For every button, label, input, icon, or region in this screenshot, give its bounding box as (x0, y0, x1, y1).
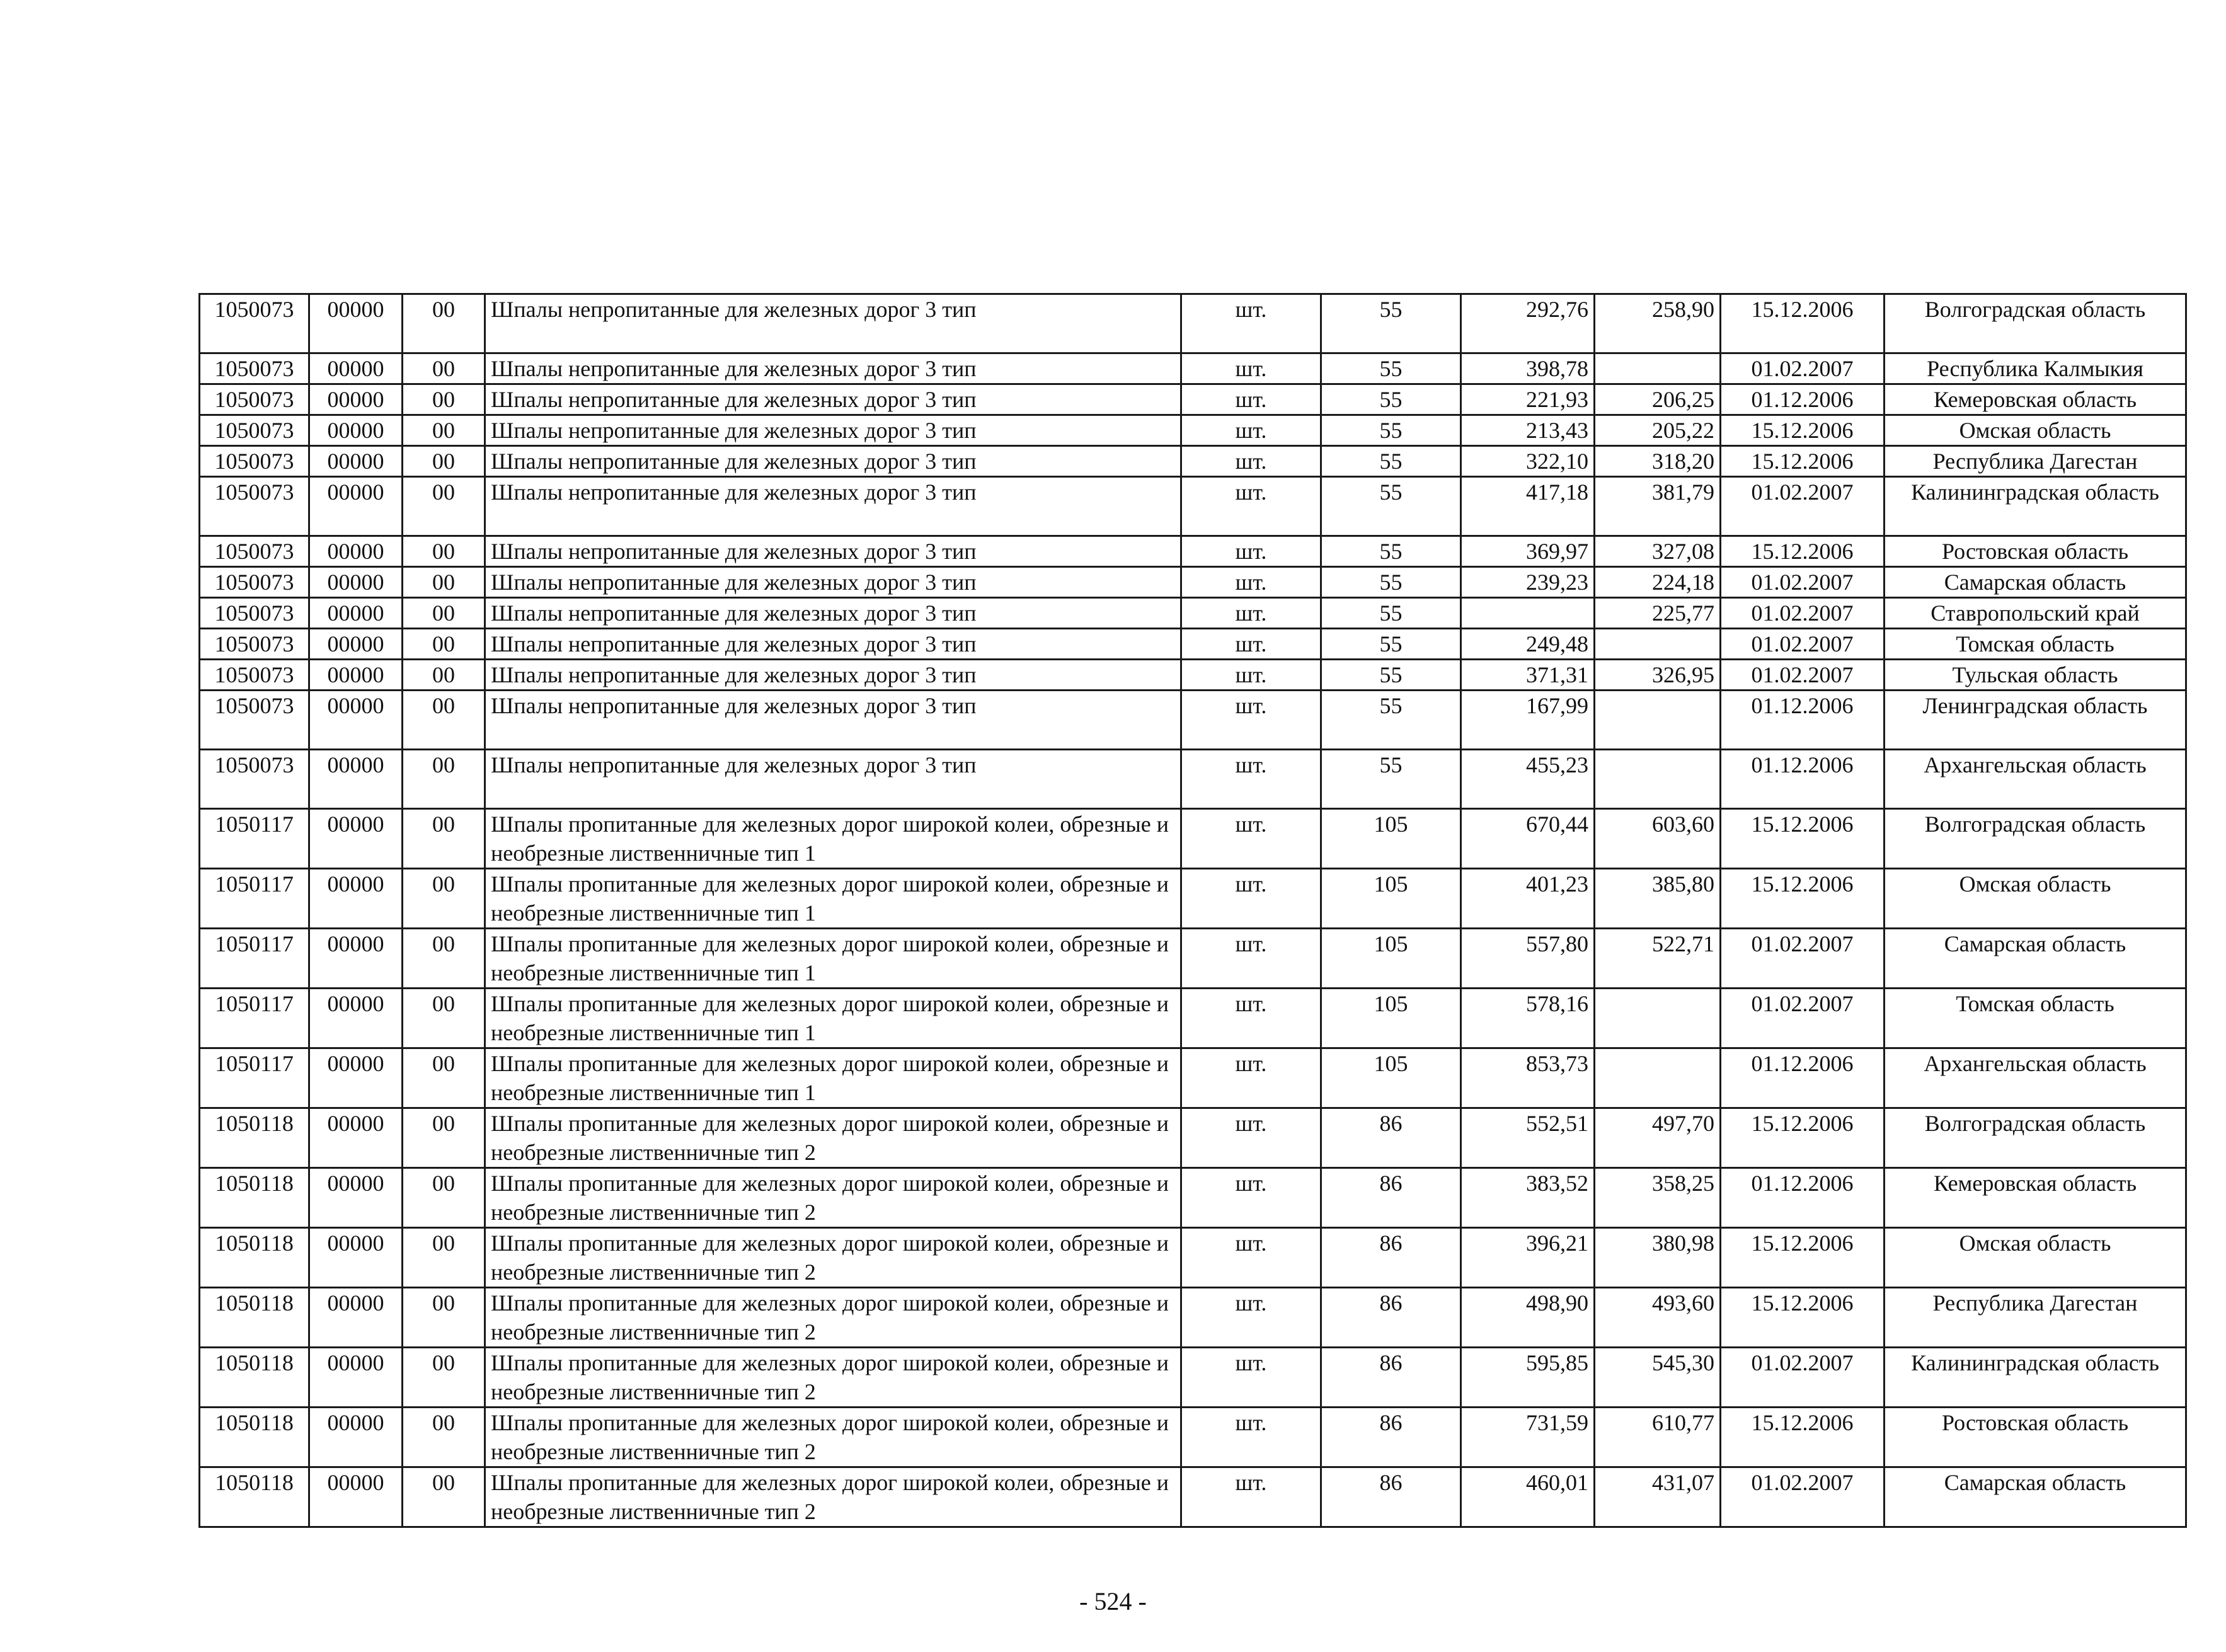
group-code-cell: 00 (403, 929, 485, 989)
product-code-cell: 1050118 (200, 1467, 309, 1527)
table-row (200, 536, 2186, 567)
date-cell: 01.02.2007 (1721, 660, 1885, 691)
unit-cell: шт. (1181, 869, 1321, 929)
unit-cell: шт. (1181, 567, 1321, 598)
subcode-cell: 00000 (309, 1168, 403, 1228)
region-cell: Республика Дагестан (1885, 446, 2186, 477)
price-cell: 249,48 (1461, 629, 1595, 660)
date-cell: 01.02.2007 (1721, 1467, 1885, 1527)
price-cell: 398,78 (1461, 353, 1595, 384)
group-code-cell: 00 (403, 629, 485, 660)
price-cell: 670,44 (1461, 809, 1595, 869)
region-cell: Самарская область (1885, 567, 2186, 598)
unit-cell: шт. (1181, 1288, 1321, 1348)
table-row (200, 929, 2186, 989)
region-cell: Томская область (1885, 989, 2186, 1048)
table-row (200, 415, 2186, 446)
group-code-cell: 00 (403, 691, 485, 750)
product-code-cell: 1050073 (200, 567, 309, 598)
region-cell: Ставропольский край (1885, 598, 2186, 629)
price-alt-cell: 522,71 (1595, 929, 1721, 989)
product-code-cell: 1050073 (200, 750, 309, 809)
unit-cell: шт. (1181, 1168, 1321, 1228)
date-cell: 01.02.2007 (1721, 929, 1885, 989)
price-alt-cell (1595, 629, 1721, 660)
product-name-cell: Шпалы непропитанные для железных дорог 3 тип (485, 415, 1181, 446)
product-name-cell: Шпалы пропитанные для железных дорог широкой колеи, обрезные и необрезные лиственничные тип 2 (485, 1228, 1181, 1288)
price-alt-cell (1595, 1048, 1721, 1108)
price-alt-cell: 205,22 (1595, 415, 1721, 446)
subcode-cell: 00000 (309, 750, 403, 809)
quantity-cell: 86 (1321, 1408, 1461, 1467)
date-cell: 01.02.2007 (1721, 567, 1885, 598)
subcode-cell: 00000 (309, 477, 403, 536)
price-cell: 401,23 (1461, 869, 1595, 929)
table-row (200, 750, 2186, 809)
date-cell: 15.12.2006 (1721, 809, 1885, 869)
group-code-cell: 00 (403, 294, 485, 353)
price-cell: 167,99 (1461, 691, 1595, 750)
price-cell: 239,23 (1461, 567, 1595, 598)
price-alt-cell: 326,95 (1595, 660, 1721, 691)
quantity-cell: 86 (1321, 1288, 1461, 1348)
table-row (200, 598, 2186, 629)
region-cell: Томская область (1885, 629, 2186, 660)
unit-cell: шт. (1181, 1467, 1321, 1527)
subcode-cell: 00000 (309, 446, 403, 477)
region-cell: Тульская область (1885, 660, 2186, 691)
quantity-cell: 105 (1321, 929, 1461, 989)
price-alt-cell (1595, 989, 1721, 1048)
price-cell: 731,59 (1461, 1408, 1595, 1467)
product-name-cell: Шпалы непропитанные для железных дорог 3 тип (485, 446, 1181, 477)
price-cell (1461, 598, 1595, 629)
product-name-cell: Шпалы пропитанные для железных дорог широкой колеи, обрезные и необрезные лиственничные тип 1 (485, 869, 1181, 929)
table-row (200, 567, 2186, 598)
product-name-cell: Шпалы непропитанные для железных дорог 3 тип (485, 691, 1181, 750)
product-code-cell: 1050118 (200, 1408, 309, 1467)
price-cell: 396,21 (1461, 1228, 1595, 1288)
product-code-cell: 1050073 (200, 446, 309, 477)
price-alt-cell: 610,77 (1595, 1408, 1721, 1467)
product-name-cell: Шпалы пропитанные для железных дорог широкой колеи, обрезные и необрезные лиственничные тип 2 (485, 1408, 1181, 1467)
table-row (200, 1108, 2186, 1168)
group-code-cell: 00 (403, 1168, 485, 1228)
price-alt-cell: 381,79 (1595, 477, 1721, 536)
quantity-cell: 86 (1321, 1168, 1461, 1228)
price-alt-cell: 224,18 (1595, 567, 1721, 598)
product-name-cell: Шпалы пропитанные для железных дорог широкой колеи, обрезные и необрезные лиственничные тип 2 (485, 1288, 1181, 1348)
quantity-cell: 55 (1321, 415, 1461, 446)
subcode-cell: 00000 (309, 294, 403, 353)
quantity-cell: 55 (1321, 294, 1461, 353)
unit-cell: шт. (1181, 598, 1321, 629)
subcode-cell: 00000 (309, 536, 403, 567)
date-cell: 01.02.2007 (1721, 598, 1885, 629)
subcode-cell: 00000 (309, 353, 403, 384)
unit-cell: шт. (1181, 750, 1321, 809)
product-name-cell: Шпалы непропитанные для железных дорог 3 тип (485, 629, 1181, 660)
quantity-cell: 55 (1321, 536, 1461, 567)
price-list-sheet (198, 293, 2185, 1528)
unit-cell: шт. (1181, 691, 1321, 750)
group-code-cell: 00 (403, 809, 485, 869)
date-cell: 01.02.2007 (1721, 629, 1885, 660)
date-cell: 01.12.2006 (1721, 750, 1885, 809)
table-row (200, 1467, 2186, 1527)
subcode-cell: 00000 (309, 415, 403, 446)
group-code-cell: 00 (403, 477, 485, 536)
subcode-cell: 00000 (309, 629, 403, 660)
quantity-cell: 86 (1321, 1467, 1461, 1527)
subcode-cell: 00000 (309, 809, 403, 869)
group-code-cell: 00 (403, 869, 485, 929)
price-cell: 455,23 (1461, 750, 1595, 809)
group-code-cell: 00 (403, 1228, 485, 1288)
subcode-cell: 00000 (309, 1048, 403, 1108)
unit-cell: шт. (1181, 929, 1321, 989)
quantity-cell: 55 (1321, 477, 1461, 536)
table-row (200, 384, 2186, 415)
product-code-cell: 1050073 (200, 598, 309, 629)
region-cell: Омская область (1885, 1228, 2186, 1288)
product-code-cell: 1050073 (200, 536, 309, 567)
quantity-cell: 55 (1321, 446, 1461, 477)
price-alt-cell: 497,70 (1595, 1108, 1721, 1168)
quantity-cell: 55 (1321, 353, 1461, 384)
region-cell: Волгоградская область (1885, 1108, 2186, 1168)
product-name-cell: Шпалы непропитанные для железных дорог 3 тип (485, 750, 1181, 809)
price-alt-cell (1595, 353, 1721, 384)
quantity-cell: 55 (1321, 691, 1461, 750)
subcode-cell: 00000 (309, 989, 403, 1048)
product-name-cell: Шпалы пропитанные для железных дорог широкой колеи, обрезные и необрезные лиственничные тип 1 (485, 809, 1181, 869)
product-name-cell: Шпалы пропитанные для железных дорог широкой колеи, обрезные и необрезные лиственничные тип 2 (485, 1348, 1181, 1408)
region-cell: Калининградская область (1885, 477, 2186, 536)
date-cell: 15.12.2006 (1721, 446, 1885, 477)
price-cell: 595,85 (1461, 1348, 1595, 1408)
unit-cell: шт. (1181, 989, 1321, 1048)
product-name-cell: Шпалы пропитанные для железных дорог широкой колеи, обрезные и необрезные лиственничные тип 2 (485, 1108, 1181, 1168)
subcode-cell: 00000 (309, 929, 403, 989)
date-cell: 01.02.2007 (1721, 1348, 1885, 1408)
price-alt-cell: 431,07 (1595, 1467, 1721, 1527)
product-code-cell: 1050073 (200, 294, 309, 353)
date-cell: 01.12.2006 (1721, 1048, 1885, 1108)
quantity-cell: 105 (1321, 1048, 1461, 1108)
table-row (200, 1408, 2186, 1467)
unit-cell: шт. (1181, 809, 1321, 869)
date-cell: 15.12.2006 (1721, 1408, 1885, 1467)
subcode-cell: 00000 (309, 1288, 403, 1348)
price-alt-cell: 206,25 (1595, 384, 1721, 415)
date-cell: 01.02.2007 (1721, 989, 1885, 1048)
table-row (200, 691, 2186, 750)
group-code-cell: 00 (403, 1348, 485, 1408)
product-code-cell: 1050073 (200, 477, 309, 536)
region-cell: Калининградская область (1885, 1348, 2186, 1408)
date-cell: 01.02.2007 (1721, 353, 1885, 384)
unit-cell: шт. (1181, 477, 1321, 536)
region-cell: Архангельская область (1885, 750, 2186, 809)
region-cell: Ростовская область (1885, 536, 2186, 567)
table-row (200, 1168, 2186, 1228)
date-cell: 01.02.2007 (1721, 477, 1885, 536)
unit-cell: шт. (1181, 660, 1321, 691)
product-code-cell: 1050073 (200, 415, 309, 446)
unit-cell: шт. (1181, 384, 1321, 415)
group-code-cell: 00 (403, 415, 485, 446)
product-code-cell: 1050073 (200, 384, 309, 415)
date-cell: 15.12.2006 (1721, 1108, 1885, 1168)
price-alt-cell (1595, 750, 1721, 809)
group-code-cell: 00 (403, 1288, 485, 1348)
group-code-cell: 00 (403, 1048, 485, 1108)
price-cell: 369,97 (1461, 536, 1595, 567)
region-cell: Омская область (1885, 415, 2186, 446)
unit-cell: шт. (1181, 1048, 1321, 1108)
group-code-cell: 00 (403, 1408, 485, 1467)
product-code-cell: 1050073 (200, 660, 309, 691)
table-row (200, 809, 2186, 869)
product-name-cell: Шпалы пропитанные для железных дорог широкой колеи, обрезные и необрезные лиственничные тип 1 (485, 989, 1181, 1048)
table-body (200, 294, 2186, 1527)
unit-cell: шт. (1181, 536, 1321, 567)
region-cell: Ростовская область (1885, 1408, 2186, 1467)
product-code-cell: 1050117 (200, 989, 309, 1048)
group-code-cell: 00 (403, 750, 485, 809)
quantity-cell: 105 (1321, 989, 1461, 1048)
price-alt-cell: 545,30 (1595, 1348, 1721, 1408)
unit-cell: шт. (1181, 353, 1321, 384)
product-code-cell: 1050118 (200, 1168, 309, 1228)
price-alt-cell: 225,77 (1595, 598, 1721, 629)
price-alt-cell: 385,80 (1595, 869, 1721, 929)
unit-cell: шт. (1181, 294, 1321, 353)
product-code-cell: 1050073 (200, 629, 309, 660)
subcode-cell: 00000 (309, 1408, 403, 1467)
group-code-cell: 00 (403, 989, 485, 1048)
region-cell: Омская область (1885, 869, 2186, 929)
price-alt-cell (1595, 691, 1721, 750)
price-cell: 371,31 (1461, 660, 1595, 691)
product-name-cell: Шпалы непропитанные для железных дорог 3 тип (485, 598, 1181, 629)
date-cell: 15.12.2006 (1721, 869, 1885, 929)
unit-cell: шт. (1181, 629, 1321, 660)
quantity-cell: 55 (1321, 629, 1461, 660)
region-cell: Кемеровская область (1885, 384, 2186, 415)
date-cell: 01.12.2006 (1721, 691, 1885, 750)
group-code-cell: 00 (403, 353, 485, 384)
subcode-cell: 00000 (309, 1467, 403, 1527)
quantity-cell: 55 (1321, 660, 1461, 691)
region-cell: Республика Калмыкия (1885, 353, 2186, 384)
price-cell: 322,10 (1461, 446, 1595, 477)
table-row (200, 353, 2186, 384)
price-alt-cell: 358,25 (1595, 1168, 1721, 1228)
product-name-cell: Шпалы непропитанные для железных дорог 3 тип (485, 353, 1181, 384)
product-code-cell: 1050073 (200, 691, 309, 750)
group-code-cell: 00 (403, 567, 485, 598)
product-name-cell: Шпалы непропитанные для железных дорог 3 тип (485, 536, 1181, 567)
price-cell: 578,16 (1461, 989, 1595, 1048)
product-name-cell: Шпалы пропитанные для железных дорог широкой колеи, обрезные и необрезные лиственничные тип 2 (485, 1168, 1181, 1228)
price-alt-cell: 327,08 (1595, 536, 1721, 567)
subcode-cell: 00000 (309, 660, 403, 691)
group-code-cell: 00 (403, 536, 485, 567)
date-cell: 01.12.2006 (1721, 1168, 1885, 1228)
price-cell: 498,90 (1461, 1288, 1595, 1348)
table-row (200, 629, 2186, 660)
product-code-cell: 1050118 (200, 1228, 309, 1288)
price-alt-cell: 318,20 (1595, 446, 1721, 477)
quantity-cell: 86 (1321, 1108, 1461, 1168)
product-code-cell: 1050117 (200, 929, 309, 989)
date-cell: 15.12.2006 (1721, 415, 1885, 446)
price-alt-cell: 493,60 (1595, 1288, 1721, 1348)
region-cell: Самарская область (1885, 929, 2186, 989)
quantity-cell: 86 (1321, 1348, 1461, 1408)
product-name-cell: Шпалы непропитанные для железных дорог 3 тип (485, 660, 1181, 691)
group-code-cell: 00 (403, 1467, 485, 1527)
group-code-cell: 00 (403, 384, 485, 415)
unit-cell: шт. (1181, 1348, 1321, 1408)
unit-cell: шт. (1181, 415, 1321, 446)
subcode-cell: 00000 (309, 1228, 403, 1288)
region-cell: Кемеровская область (1885, 1168, 2186, 1228)
product-name-cell: Шпалы пропитанные для железных дорог широкой колеи, обрезные и необрезные лиственничные тип 2 (485, 1467, 1181, 1527)
table-row (200, 1048, 2186, 1108)
subcode-cell: 00000 (309, 1108, 403, 1168)
group-code-cell: 00 (403, 446, 485, 477)
subcode-cell: 00000 (309, 567, 403, 598)
subcode-cell: 00000 (309, 691, 403, 750)
quantity-cell: 105 (1321, 809, 1461, 869)
group-code-cell: 00 (403, 598, 485, 629)
price-alt-cell: 258,90 (1595, 294, 1721, 353)
subcode-cell: 00000 (309, 384, 403, 415)
table-row (200, 989, 2186, 1048)
price-cell: 853,73 (1461, 1048, 1595, 1108)
region-cell: Самарская область (1885, 1467, 2186, 1527)
region-cell: Ленинградская область (1885, 691, 2186, 750)
quantity-cell: 55 (1321, 567, 1461, 598)
region-cell: Волгоградская область (1885, 294, 2186, 353)
quantity-cell: 55 (1321, 750, 1461, 809)
subcode-cell: 00000 (309, 598, 403, 629)
date-cell: 15.12.2006 (1721, 536, 1885, 567)
product-name-cell: Шпалы непропитанные для железных дорог 3 тип (485, 477, 1181, 536)
quantity-cell: 86 (1321, 1228, 1461, 1288)
price-cell: 552,51 (1461, 1108, 1595, 1168)
price-cell: 557,80 (1461, 929, 1595, 989)
page-number: - 524 - (1079, 1587, 1147, 1615)
price-alt-cell: 380,98 (1595, 1228, 1721, 1288)
product-name-cell: Шпалы непропитанные для железных дорог 3 тип (485, 384, 1181, 415)
product-code-cell: 1050117 (200, 869, 309, 929)
date-cell: 15.12.2006 (1721, 1228, 1885, 1288)
product-name-cell: Шпалы пропитанные для железных дорог широкой колеи, обрезные и необрезные лиственничные тип 1 (485, 1048, 1181, 1108)
unit-cell: шт. (1181, 446, 1321, 477)
table-row (200, 446, 2186, 477)
product-code-cell: 1050118 (200, 1348, 309, 1408)
group-code-cell: 00 (403, 1108, 485, 1168)
quantity-cell: 105 (1321, 869, 1461, 929)
quantity-cell: 55 (1321, 598, 1461, 629)
product-name-cell: Шпалы непропитанные для железных дорог 3 тип (485, 567, 1181, 598)
table-row (200, 1348, 2186, 1408)
region-cell: Республика Дагестан (1885, 1288, 2186, 1348)
price-cell: 292,76 (1461, 294, 1595, 353)
table-row (200, 294, 2186, 353)
subcode-cell: 00000 (309, 869, 403, 929)
table-row (200, 1288, 2186, 1348)
date-cell: 01.12.2006 (1721, 384, 1885, 415)
region-cell: Волгоградская область (1885, 809, 2186, 869)
product-name-cell: Шпалы пропитанные для железных дорог широкой колеи, обрезные и необрезные лиственничные тип 1 (485, 929, 1181, 989)
product-code-cell: 1050117 (200, 809, 309, 869)
price-cell: 383,52 (1461, 1168, 1595, 1228)
price-cell: 213,43 (1461, 415, 1595, 446)
price-table (198, 293, 2187, 1528)
table-row (200, 869, 2186, 929)
product-name-cell: Шпалы непропитанные для железных дорог 3 тип (485, 294, 1181, 353)
unit-cell: шт. (1181, 1408, 1321, 1467)
price-cell: 460,01 (1461, 1467, 1595, 1527)
price-alt-cell: 603,60 (1595, 809, 1721, 869)
region-cell: Архангельская область (1885, 1048, 2186, 1108)
price-cell: 221,93 (1461, 384, 1595, 415)
quantity-cell: 55 (1321, 384, 1461, 415)
unit-cell: шт. (1181, 1228, 1321, 1288)
product-code-cell: 1050118 (200, 1108, 309, 1168)
price-cell: 417,18 (1461, 477, 1595, 536)
product-code-cell: 1050117 (200, 1048, 309, 1108)
product-code-cell: 1050118 (200, 1288, 309, 1348)
product-code-cell: 1050073 (200, 353, 309, 384)
date-cell: 15.12.2006 (1721, 294, 1885, 353)
group-code-cell: 00 (403, 660, 485, 691)
table-row (200, 477, 2186, 536)
unit-cell: шт. (1181, 1108, 1321, 1168)
subcode-cell: 00000 (309, 1348, 403, 1408)
date-cell: 15.12.2006 (1721, 1288, 1885, 1348)
table-row (200, 660, 2186, 691)
table-row (200, 1228, 2186, 1288)
